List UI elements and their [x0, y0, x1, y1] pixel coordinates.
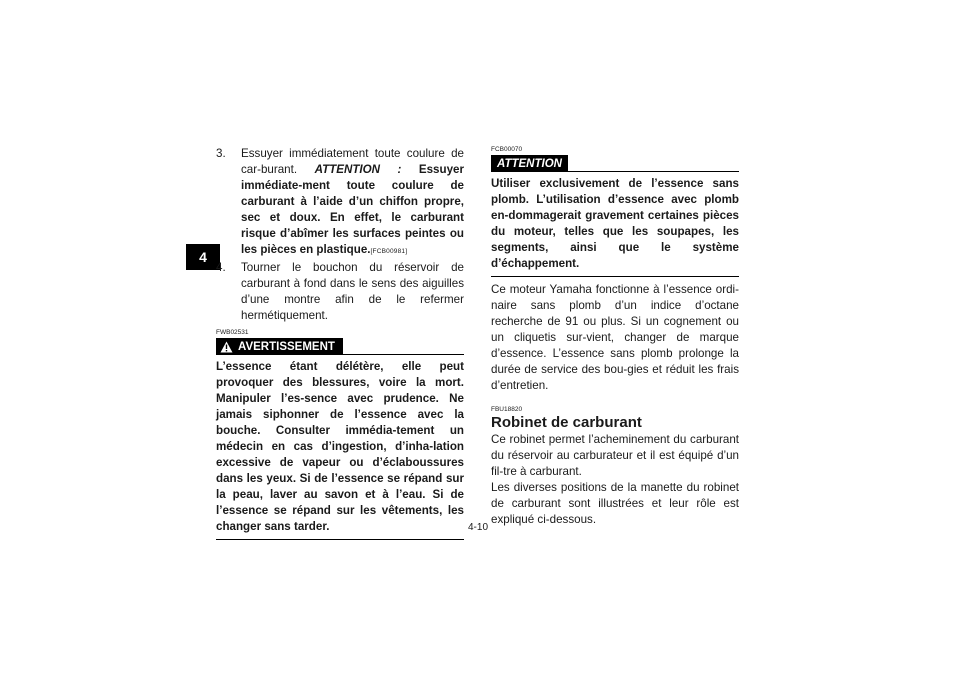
step-number: 4.: [216, 261, 226, 274]
page-number: 4-10: [468, 522, 489, 533]
step-text: Tourner le bouchon du réservoir de carburant à fond dans le sens des aiguilles d’une montre afin de le refermer hermétiquement.: [241, 261, 464, 322]
fuel-cock-positions-paragraph: Les diverses positions de la manette du robinet de carburant sont illustrées et leur rôle est expliqué ci-dessous.: [491, 481, 739, 526]
attention-code: FCB00070: [491, 146, 523, 153]
fuel-paragraph: Ce moteur Yamaha fonctionne à l’essence ordi-naire sans plomb d’un indice d’octane recherche de 91 ou plus. Si un cognement ou un cliquetis sur-vient, changer de marque d’essence. L’essence sans plomb prolonge la durée de service des bou-gies et réduit les frais d’entretien.: [491, 283, 739, 392]
step-text: Essuyer immédiatement toute coulure de car-burant. ATTENTION : Essuyer immédiate-ment toute coulure de carburant à l’aide d’un chiffon propre, sec et doux. En effet, le carburant risque d’abîmer les surfaces peintes ou les pièces en plastique.[FCB00981]: [241, 147, 464, 256]
warning-header: [216, 338, 464, 355]
section-code: FBU18820: [491, 406, 523, 413]
step-number: 3.: [216, 147, 226, 160]
warning-label-box: [216, 338, 343, 355]
section-title: Robinet de carburant: [491, 414, 642, 431]
warning-triangle-icon: [220, 341, 233, 353]
chapter-tab: 4: [186, 244, 220, 270]
step-3: [216, 146, 464, 260]
right-column: [491, 146, 739, 528]
header-rule: [343, 354, 464, 355]
fuel-cock-paragraph: Ce robinet permet l’acheminement du carburant du réservoir au carburateur et il est équipé d’un fil-tre à carburant.: [491, 433, 739, 478]
warning-label: AVERTISSEMENT: [238, 340, 335, 353]
attention-header: [491, 155, 739, 172]
warning-code: FWB02531: [216, 329, 249, 336]
attention-label: ATTENTION: [491, 155, 568, 172]
attention-inline: ATTENTION :: [314, 163, 402, 176]
reference-code: [FCB00981]: [370, 248, 408, 255]
warning-text: L’essence étant délétère, elle peut provoquer des blessures, voire la mort. Manipuler l’es-sence avec prudence. Ne jamais siphonner de l’essence avec la bouche. Consulter immédia-tement un médecin en cas d’ingestion, d’inha-lation excessive de vapeur ou d’éclaboussures dans les yeux. Si de l’essence se répand sur la peau, laver au savon et à l’eau. Si de l’essence se répand sur les vêtements, les changer sans tarder.: [216, 359, 464, 540]
left-column: [216, 146, 464, 540]
attention-text: Utiliser exclusivement de l’essence sans plomb. L’utilisation d’essence avec plomb en-dommagerait gravement certaines pièces du moteur, telles que les soupapes, les segments, ainsi que le système d’échappement.: [491, 176, 739, 277]
step-4: [216, 260, 464, 324]
header-rule: [568, 171, 739, 172]
